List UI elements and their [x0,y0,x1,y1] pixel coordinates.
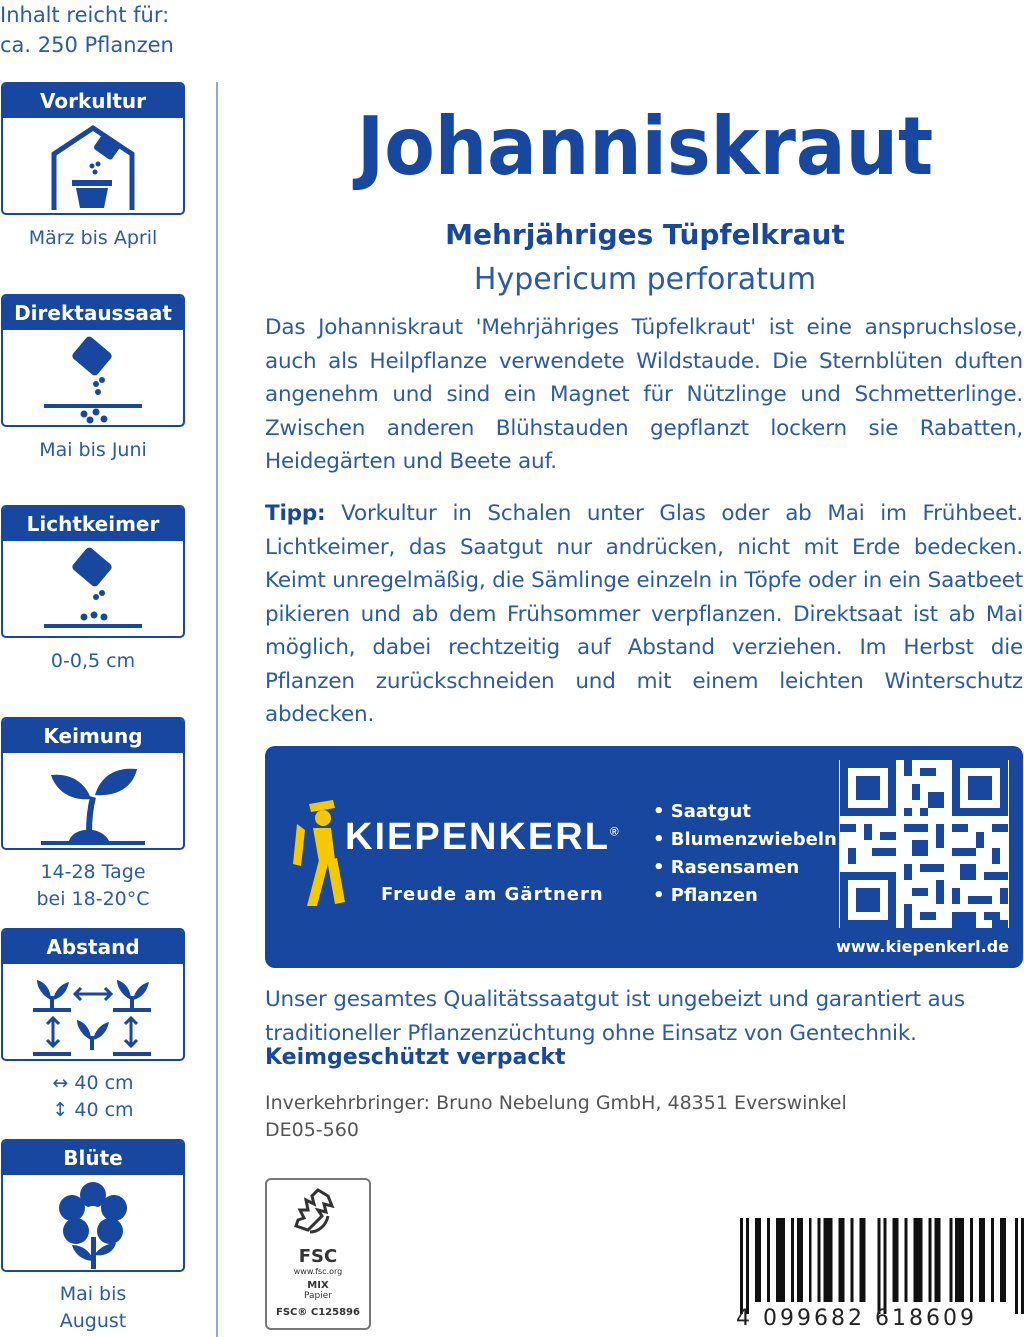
bloom-end: August [59,1310,127,1332]
seed-amount-label: Inhalt reicht für: [0,3,170,27]
info-box-bluete [1,1139,185,1272]
info-box-caption-abstand [0,1070,186,1124]
brand-banner [265,746,1023,968]
fsc-name: FSC [298,1246,338,1267]
info-box-header: Blüte [3,1141,183,1175]
info-box-caption-keimung [0,859,186,913]
greenhouse-seed-icon [48,124,138,212]
seedling-icon [33,759,153,847]
hiker-logo-icon [289,800,349,910]
growing-tip [265,497,1023,732]
control-code: DE05-560 [265,1119,359,1141]
fsc-mix: MIX [307,1280,329,1291]
brand-website: www.kiepenkerl.de [836,937,1009,956]
category-item: • Rasensamen [653,857,800,878]
info-box-caption-lichtkeimer: 0-0,5 cm [50,650,136,672]
direct-sowing-icon [38,336,148,424]
quality-statement: Unser gesamtes Qualitätssaatgut ist ungebeizt und garantiert aus traditioneller Pflanzenzüchtung ohne Einsatz von Gentechnik. [265,987,965,1046]
info-box-vorkultur [1,82,185,215]
category-item: • Pflanzen [653,885,758,906]
packaging-note: Keimgeschützt verpackt [265,1045,566,1070]
product-categories [653,798,837,910]
tip-label: Tipp: [265,501,326,526]
barcode-digits: 4 099682 618609 [736,1306,977,1331]
product-latin-name: Hypericum perforatum [473,262,817,297]
info-box-caption-direktaussaat: Mai bis Juni [39,439,147,461]
info-box-lichtkeimer [1,505,185,638]
barcode-icon [740,1218,1024,1314]
product-title: Johanniskraut [356,100,934,193]
info-box-header: Direktaussaat [3,296,183,330]
fsc-label [265,1178,371,1330]
info-box-header: Keimung [3,719,183,753]
spacing-vertical: ↕ 40 cm [52,1099,134,1121]
column-divider [216,82,218,1337]
category-item: • Saatgut [653,801,751,822]
info-box-header: Abstand [3,930,183,964]
brand-name: KIEPENKERL® [345,816,621,858]
fsc-license: FSC® C125896 [276,1307,360,1318]
distributor-info [265,1090,847,1144]
product-subtitle: Mehrjähriges Tüpfelkraut [445,218,845,251]
bloom-start: Mai bis [59,1283,127,1305]
info-box-caption-vorkultur: März bis April [28,227,158,249]
qr-code-icon [839,760,1009,928]
fsc-paper: Papier [304,1291,332,1301]
info-box-header: Vorkultur [3,84,183,118]
info-box-abstand [1,928,185,1061]
spacing-horizontal: ↔ 40 cm [52,1072,134,1094]
category-item: • Blumenzwiebeln [653,829,837,850]
brand-slogan: Freude am Gärtnern [381,884,604,905]
fsc-tree-icon [288,1186,348,1238]
seed-amount [0,0,174,60]
info-box-header: Lichtkeimer [3,507,183,541]
flower-icon [48,1181,138,1271]
info-box-caption-bluete [0,1281,186,1335]
germination-days: 14-28 Tage [40,861,146,883]
seed-amount-value: ca. 250 Pflanzen [0,33,174,57]
germination-temperature: bei 18-20°C [36,888,150,910]
distributor-address: Inverkehrbringer: Bruno Nebelung GmbH, 48351 Everswinkel [265,1092,847,1114]
tip-text: Vorkultur in Schalen unter Glas oder ab Mai im Frühbeet. Lichtkeimer, das Saatgut nur andrücken, nicht mit Erde bedecken. Keimt unregelmäßig, die Sämlinge einzeln in Töpfe oder in ein Saatbeet pikieren und ab dem Frühsommer verpflanzen. Direktsaat ist ab Mai möglich, dabei rechtzeitig auf Abstand verziehen. Im Herbst die Pflanzen zurückschneiden und mit einem leichten Winterschutz abdecken. [265,501,1023,727]
info-box-keimung [1,717,185,850]
product-description: Das Johanniskraut 'Mehrjähriges Tüpfelkraut' ist eine anspruchslose, auch als Heilpflanze verwendete Wildstaude. Die Sternblüten duften angenehm und sind ein Magnet für Nützlinge und Schmetterlinge. Zwischen anderen Blühstauden gepflanzt lockern sie Rabatten, Heidegärten und Beete auf. [265,315,1023,474]
fsc-site: www.fsc.org [293,1267,343,1276]
info-box-direktaussaat [1,294,185,427]
plant-spacing-icon [23,970,163,1060]
light-germinator-icon [38,547,148,635]
